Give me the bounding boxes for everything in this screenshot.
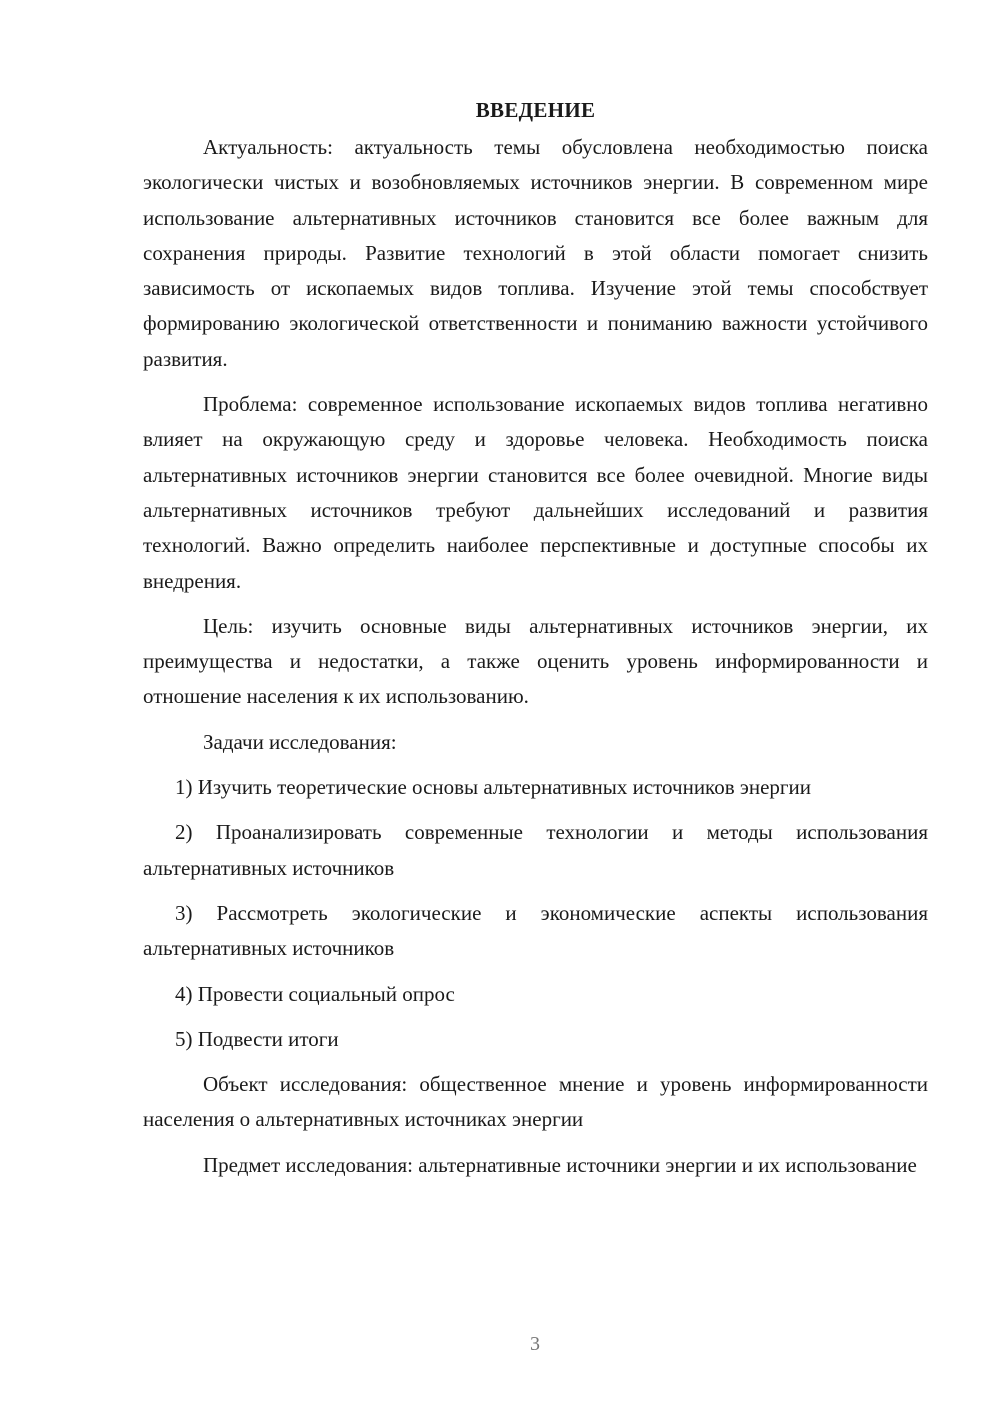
list-item: 3) Рассмотреть экологические и экономические аспекты использования альтернативных источников [143, 900, 928, 961]
subject-paragraph: Предмет исследования: альтернативные источники энергии и их использование [203, 1152, 917, 1177]
problem-paragraph: Проблема: современное использование ископаемых видов топлива негативно влияет на окружающую среду и здоровье человека. Необходимость поиска альтернативных источников энергии становится все более очевидной. Многие виды альтернативных источников требуют дальнейших исследований и развития технологий. Важно определить наиболее перспективные и доступные способы их внедрения. [143, 392, 928, 593]
page-number: 3 [530, 1333, 540, 1355]
relevance-paragraph: Актуальность: актуальность темы обусловлена необходимостью поиска экологически чистых и возобновляемых источников энергии. В современном мире использование альтернативных источников становится все более важным для сохранения природы. Развитие технологий в этой области помогает снизить зависимость от ископаемых видов топлива. Изучение этой темы способствует формированию экологической ответственности и пониманию важности устойчивого развития. [143, 135, 928, 371]
tasks-list [143, 770, 928, 1057]
list-item: 1) Изучить теоретические основы альтернативных источников энергии [175, 775, 812, 800]
object-paragraph: Объект исследования: общественное мнение и уровень информированности населения о альтернативных источниках энергии [143, 1072, 928, 1132]
goal-paragraph: Цель: изучить основные виды альтернативных источников энергии, их преимущества и недостатки, а также оценить уровень информированности и отношение населения к их использованию. [143, 613, 928, 709]
page-title: ВВЕДЕНИЕ [475, 98, 596, 122]
list-item: 4) Провести социальный опрос [175, 981, 455, 1006]
list-item: 5) Подвести итоги [175, 1026, 339, 1051]
tasks-heading: Задачи исследования: [203, 729, 397, 754]
list-item: 2) Проанализировать современные технологии и методы использования альтернативных источников [143, 820, 928, 880]
document-page [143, 92, 928, 1183]
